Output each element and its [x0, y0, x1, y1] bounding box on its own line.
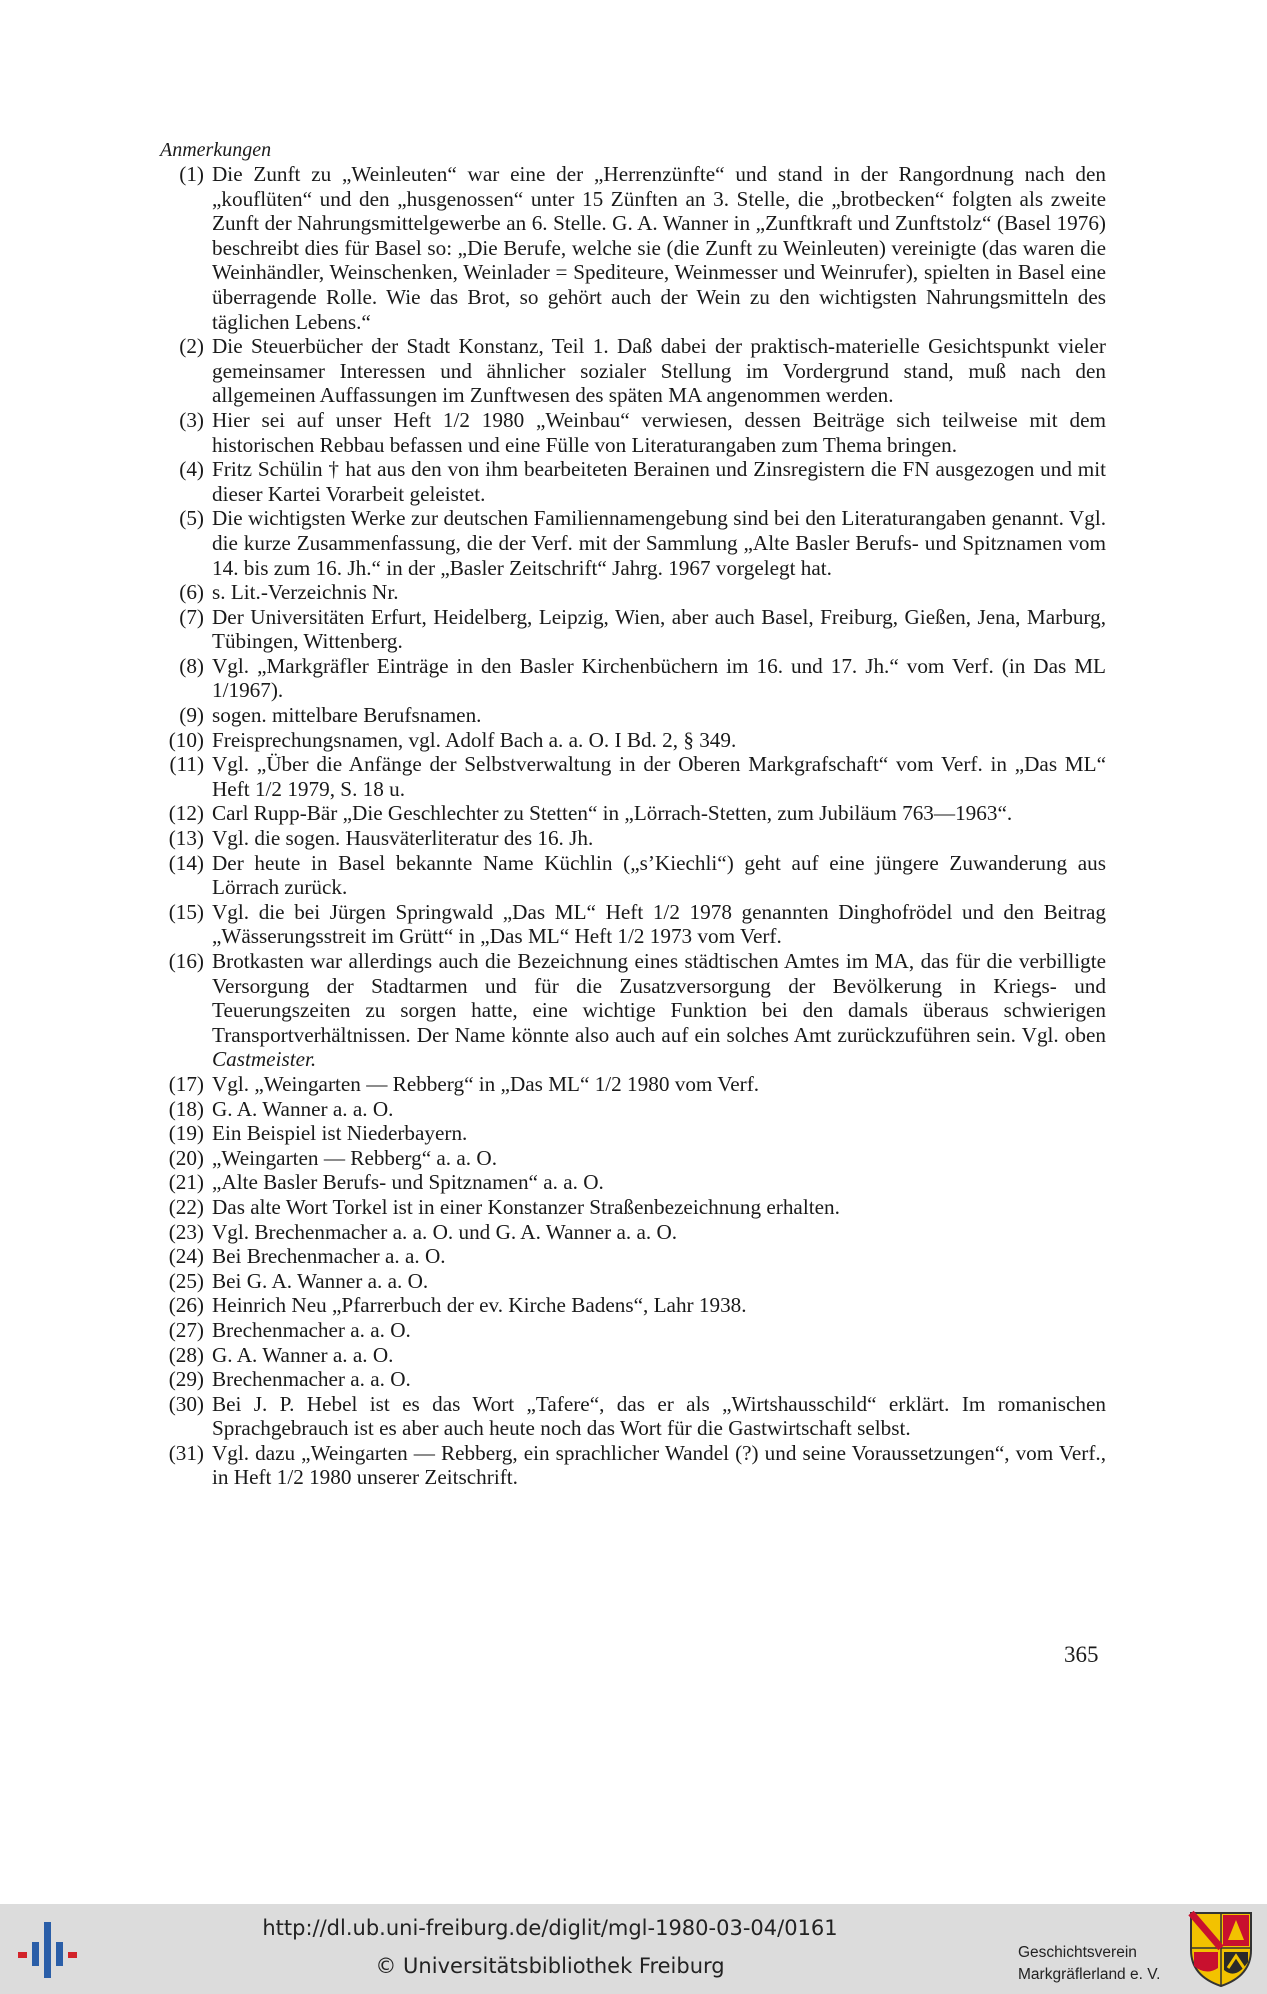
note-number: (7) — [179, 604, 204, 629]
note-text-body: Vgl. dazu „Weingarten — Rebberg, ein sprachlicher Wandel (?) und seine Voraussetzungen“, vom Verf., in Heft 1/2 1980 unserer Zeitschrift. — [212, 1440, 1106, 1490]
note-number: (20) — [168, 1145, 204, 1170]
note-number: (2) — [179, 334, 204, 359]
note-number: (9) — [179, 703, 204, 728]
note-number: (14) — [168, 850, 204, 875]
note-number: (13) — [168, 826, 204, 851]
note-text — [212, 1392, 1106, 1441]
note-number: (17) — [168, 1071, 204, 1096]
note-number: (18) — [168, 1096, 204, 1121]
note-item — [160, 1146, 1106, 1171]
note-text — [212, 334, 1106, 408]
note-item — [160, 703, 1106, 728]
note-number: (10) — [168, 727, 204, 752]
note-item — [160, 851, 1106, 900]
note-text — [212, 1072, 1106, 1097]
note-text — [212, 654, 1106, 703]
note-number: (23) — [168, 1219, 204, 1244]
note-text-body: Hier sei auf unser Heft 1/2 1980 „Weinbau“ verwiesen, dessen Beiträge sich teilweise mit dem historischen Rebbau befassen und eine Fülle von Literaturangaben zum Thema bringen. — [212, 407, 1106, 457]
note-text — [212, 851, 1106, 900]
note-item — [160, 949, 1106, 1072]
note-number: (27) — [168, 1317, 204, 1342]
note-number: (5) — [179, 506, 204, 531]
note-text-body: Bei J. P. Hebel ist es das Wort „Tafere“, das er als „Wirtshausschild“ erklärt. Im romanischen Sprachgebrauch ist es aber auch heute noch das Wort für die Gastwirtschaft selbst. — [212, 1391, 1106, 1441]
note-text-body: Fritz Schülin † hat aus den von ihm bearbeiteten Berainen und Zinsregistern die FN ausgezogen und mit dieser Kartei Vorarbeit geleistet. — [212, 457, 1106, 506]
note-item — [160, 1072, 1106, 1097]
note-text — [212, 605, 1106, 654]
note-text-body: „Alte Basler Berufs- und Spitznamen“ a. a. O. — [212, 1170, 604, 1195]
note-number: (1) — [179, 162, 204, 186]
note-text — [212, 703, 1106, 728]
society-name — [1018, 1942, 1178, 1986]
note-item — [160, 457, 1106, 506]
note-text-body: Bei G. A. Wanner a. a. O. — [212, 1268, 429, 1293]
note-text — [212, 1269, 1106, 1294]
note-text-body: sogen. mittelbare Berufsnamen. — [212, 703, 482, 728]
footer-url-link[interactable]: http://dl.ub.uni-freiburg.de/diglit/mgl-1980-03-04/0161 — [262, 1916, 838, 1940]
note-number: (19) — [168, 1121, 204, 1146]
note-text-body: Vgl. „Weingarten — Rebberg“ in „Das ML“ 1/2 1980 vom Verf. — [212, 1071, 760, 1096]
note-text-body: Die Steuerbücher der Stadt Konstanz, Teil 1. Daß dabei der praktisch-materielle Gesichtspunkt vieler gemeinsamer Interessen und ähnlicher sozialer Stellung im Vordergrund stand, muß nach den allgemeinen Auffassungen im Zunftwesen des späten MA angenommen werden. — [212, 334, 1106, 408]
note-item — [160, 1441, 1106, 1490]
footer-copyright: © Universitätsbibliothek Freiburg — [375, 1954, 725, 1978]
note-text-body: Vgl. „Über die Anfänge der Selbstverwaltung in der Oberen Markgrafschaft“ vom Verf. in „Das ML“ Heft 1/2 1979, S. 18 u. — [212, 752, 1106, 801]
note-item — [160, 1195, 1106, 1220]
note-text — [212, 457, 1106, 506]
note-number: (26) — [168, 1293, 204, 1318]
note-text — [212, 949, 1106, 1072]
note-number: (16) — [168, 949, 204, 973]
note-text — [212, 1367, 1106, 1392]
note-number: (25) — [168, 1268, 204, 1293]
note-item — [160, 1293, 1106, 1318]
note-number: (21) — [168, 1170, 204, 1195]
note-text-body: Brechenmacher a. a. O. — [212, 1367, 411, 1392]
note-number: (30) — [168, 1391, 204, 1416]
note-item — [160, 801, 1106, 826]
note-text-body: Das alte Wort Torkel ist in einer Konstanzer Straßenbezeichnung erhalten. — [212, 1194, 840, 1219]
note-item — [160, 580, 1106, 605]
note-item — [160, 605, 1106, 654]
note-text-body: G. A. Wanner a. a. O. — [212, 1096, 394, 1121]
note-item — [160, 1392, 1106, 1441]
note-item — [160, 1244, 1106, 1269]
note-text-body: Die wichtigsten Werke zur deutschen Familiennamengebung sind bei den Literaturangaben genannt. Vgl. die kurze Zusammenfassung, die der Verf. mit der Sammlung „Alte Basler Berufs- und Spitznamen vom 14. bis zum 16. Jh.“ in der „Basler Zeitschrift“ Jahrg. 1967 vorgelegt hat. — [212, 506, 1106, 580]
note-text — [212, 506, 1106, 580]
note-text-body: Ein Beispiel ist Niederbayern. — [212, 1121, 468, 1146]
note-text-body: Brotkasten war allerdings auch die Bezeichnung eines städtischen Amtes im MA, das für die verbilligte Versorgung der Stadtarmen und für die Zusatzversorgung der Bevölkerung in Kriegs- und Teuerungszeiten zu sorgen hatte, eine wichtige Funktion bei den damals überaus schwierigen Transportverhältnissen. Der Name könnte also auch auf ein solches Amt zurückzuführen sein. Vgl. oben — [212, 949, 1106, 1047]
note-item — [160, 752, 1106, 801]
society-name-line2: Markgräflerland e. V. — [1018, 1966, 1161, 1983]
note-number: (4) — [179, 457, 204, 482]
note-text-body: Brechenmacher a. a. O. — [212, 1317, 411, 1342]
page-number: 365 — [1064, 1642, 1099, 1667]
note-item — [160, 1097, 1106, 1122]
note-text-body: Der heute in Basel bekannte Name Küchlin („s’Kiechli“) geht auf eine jüngere Zuwanderung aus Lörrach zurück. — [212, 850, 1106, 900]
note-number: (3) — [179, 407, 204, 432]
note-text — [212, 1170, 1106, 1195]
note-text-body: „Weingarten — Rebberg“ a. a. O. — [212, 1145, 497, 1170]
note-text-body: Bei Brechenmacher a. a. O. — [212, 1244, 446, 1269]
note-item — [160, 728, 1106, 753]
note-item — [160, 1220, 1106, 1245]
note-text — [212, 408, 1106, 457]
note-number: (29) — [168, 1367, 204, 1392]
note-item — [160, 334, 1106, 408]
note-number: (12) — [168, 801, 204, 826]
coat-of-arms-icon — [1188, 1910, 1254, 1988]
note-emphasis: Castmeister. — [212, 1047, 317, 1072]
note-text — [212, 728, 1106, 753]
note-item — [160, 408, 1106, 457]
note-item — [160, 900, 1106, 949]
note-text — [212, 1195, 1106, 1220]
note-text-body: Vgl. die bei Jürgen Springwald „Das ML“ Heft 1/2 1978 genannten Dinghofrödel und den Beitrag „Wässerungsstreit im Grütt“ in „Das ML“ Heft 1/2 1973 vom Verf. — [212, 899, 1106, 949]
note-text — [212, 1343, 1106, 1368]
note-number: (6) — [179, 580, 204, 605]
note-text — [212, 1146, 1106, 1171]
note-number: (31) — [168, 1440, 204, 1465]
note-text — [212, 1220, 1106, 1245]
note-number: (22) — [168, 1194, 204, 1219]
note-text-body: Carl Rupp-Bär „Die Geschlechter zu Stetten“ in „Lörrach-Stetten, zum Jubiläum 763—1963“. — [212, 801, 1013, 826]
note-text-body: Vgl. Brechenmacher a. a. O. und G. A. Wanner a. a. O. — [212, 1219, 678, 1244]
note-item — [160, 162, 1106, 334]
society-name-line1: Geschichtsverein — [1018, 1944, 1137, 1961]
note-item — [160, 1367, 1106, 1392]
note-text-body: G. A. Wanner a. a. O. — [212, 1342, 394, 1367]
footer-bar — [0, 1904, 1267, 1994]
note-text — [212, 1244, 1106, 1269]
note-text — [212, 826, 1106, 851]
ub-freiburg-logo-icon — [14, 1916, 80, 1982]
note-item — [160, 1318, 1106, 1343]
note-item — [160, 1170, 1106, 1195]
note-item — [160, 654, 1106, 703]
note-number: (11) — [169, 752, 204, 777]
note-text-body: Vgl. „Markgräfler Einträge in den Basler Kirchenbüchern im 16. und 17. Jh.“ vom Verf. (in Das ML 1/1967). — [212, 653, 1106, 703]
note-text — [212, 1097, 1106, 1122]
note-item — [160, 1121, 1106, 1146]
note-text-body: Die Zunft zu „Weinleuten“ war eine der „Herrenzünfte“ und stand in der Rangordnung nach den „kouflüten“ und den „husgenossen“ unter 15 Zünften an 3. Stelle, die „brotbecken“ folgten als zweite Zunft der Nahrungsmittelgewerbe an 6. Stelle. G. A. Wanner in „Zunftkraft und Zunftstolz“ (Basel 1976) beschreibt dies für Basel so: „Die Berufe, welche sie (die Zunft zu Weinleuten) vereinigte (das waren die Weinhändler, Weinschenken, Weinlader = Spediteure, Weinmesser und Weinrufer), spielten in Basel eine überragende Rolle. Wie das Brot, so gehört auch der Wein zu den wichtigsten Nahrungsmitteln des täglichen Lebens.“ — [212, 162, 1106, 334]
note-item — [160, 826, 1106, 851]
note-number: (24) — [168, 1244, 204, 1269]
note-text — [212, 752, 1106, 801]
note-text — [212, 580, 1106, 605]
note-text — [212, 801, 1106, 826]
note-text — [212, 1318, 1106, 1343]
note-text-body: Der Universitäten Erfurt, Heidelberg, Leipzig, Wien, aber auch Basel, Freiburg, Gießen, Jena, Marburg, Tübingen, Wittenberg. — [212, 604, 1106, 654]
notes-list — [160, 162, 1106, 1490]
note-text — [212, 162, 1106, 334]
note-text — [212, 1293, 1106, 1318]
note-item — [160, 1343, 1106, 1368]
note-text-body: s. Lit.-Verzeichnis Nr. — [212, 580, 399, 605]
note-item — [160, 1269, 1106, 1294]
note-text — [212, 1121, 1106, 1146]
note-number: (8) — [179, 653, 204, 678]
notes-heading: Anmerkungen — [160, 139, 272, 161]
note-text — [212, 900, 1106, 949]
note-number: (15) — [168, 899, 204, 924]
note-text-body: Vgl. die sogen. Hausväterliteratur des 16. Jh. — [212, 826, 594, 851]
note-text-body: Freisprechungsnamen, vgl. Adolf Bach a. a. O. I Bd. 2, § 349. — [212, 727, 737, 752]
note-text — [212, 1441, 1106, 1490]
note-number: (28) — [168, 1342, 204, 1367]
note-text-body: Heinrich Neu „Pfarrerbuch der ev. Kirche Badens“, Lahr 1938. — [212, 1293, 747, 1318]
note-item — [160, 506, 1106, 580]
